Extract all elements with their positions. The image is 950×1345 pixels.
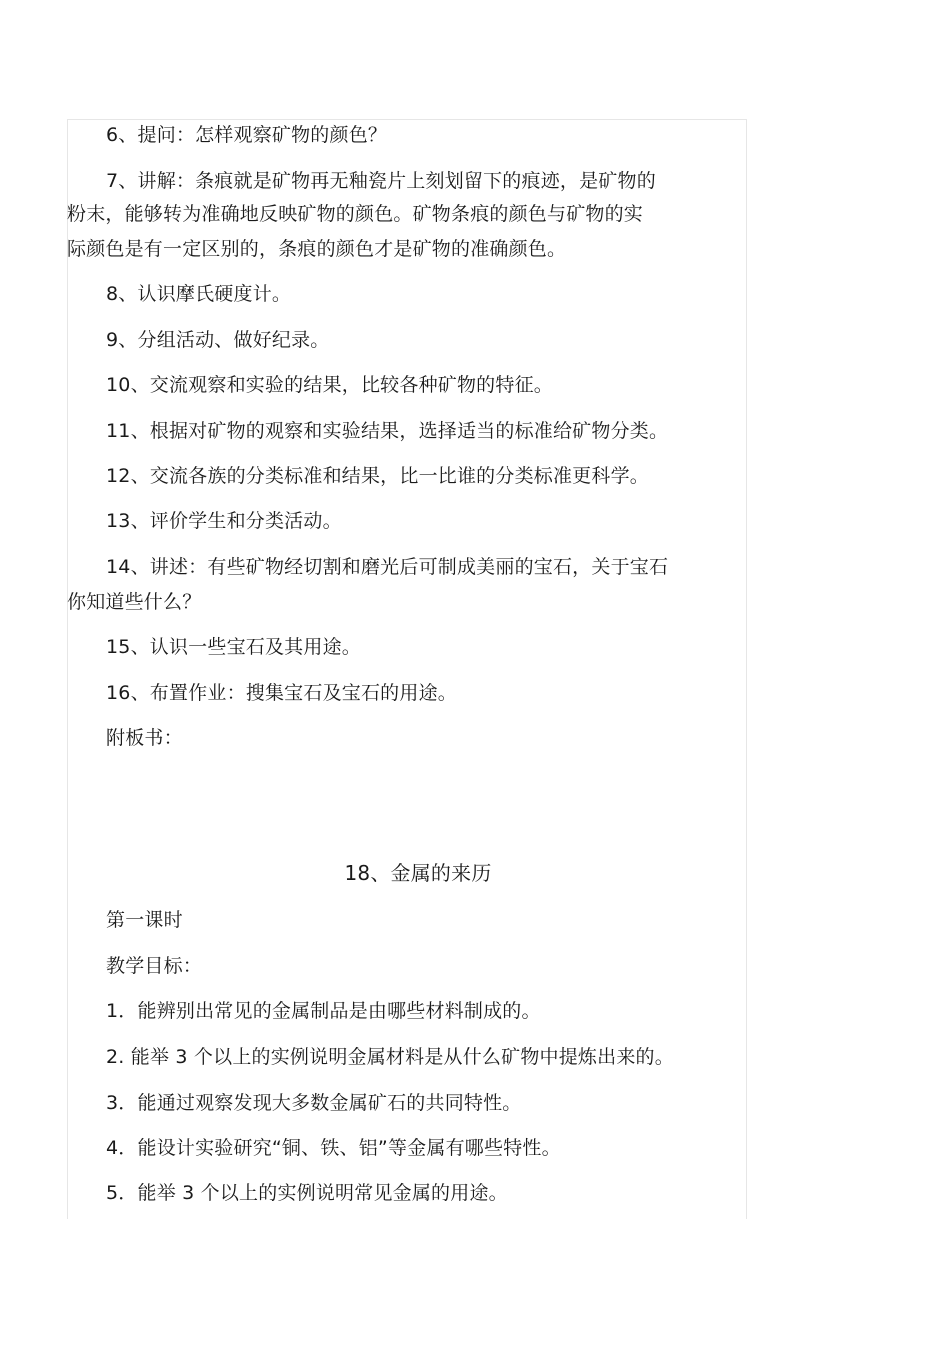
step-12: 12、交流各族的分类标准和结果，比一比谁的分类标准更科学。 (106, 465, 649, 487)
objective-2: 2. 能举 3 个以上的实例说明金属材料是从什么矿物中提炼出来的。 (106, 1046, 674, 1068)
step-7-explanation-line-3: 际颜色是有一定区别的，条痕的颜色才是矿物的准确颜色。 (67, 238, 567, 260)
step-13: 13、评价学生和分类活动。 (106, 510, 342, 532)
objective-5: 5．能举 3 个以上的实例说明常见金属的用途。 (106, 1182, 508, 1204)
step-9: 9、分组活动、做好纪录。 (106, 329, 330, 351)
objectives-heading: 教学目标： (106, 955, 203, 977)
objective-4: 4．能设计实验研究“铜、铁、铝”等金属有哪些特性。 (106, 1137, 561, 1159)
step-10: 10、交流观察和实验的结果，比较各种矿物的特征。 (106, 374, 553, 396)
lesson-title: 18、金属的来历 (344, 861, 492, 885)
step-7-explanation-line-2: 粉末，能够转为准确地反映矿物的颜色。矿物条痕的颜色与矿物的实 (67, 203, 644, 225)
step-7-explanation-line-1: 7、讲解：条痕就是矿物再无釉瓷片上刻划留下的痕迹，是矿物的 (106, 170, 656, 192)
step-14-line-1: 14、讲述：有些矿物经切割和磨光后可制成美丽的宝石，关于宝石 (106, 556, 669, 578)
lesson-period: 第一课时 (106, 909, 183, 931)
board-notes-label: 附板书： (106, 727, 183, 749)
objective-3: 3．能通过观察发现大多数金属矿石的共同特性。 (106, 1092, 522, 1114)
step-14-line-2: 你知道些什么？ (67, 591, 202, 613)
step-8: 8、认识摩氏硬度计。 (106, 283, 292, 305)
step-11: 11、根据对矿物的观察和实验结果，选择适当的标准给矿物分类。 (106, 420, 669, 442)
objective-1: 1．能辨别出常见的金属制品是由哪些材料制成的。 (106, 1000, 541, 1022)
step-6-question: 6、提问：怎样观察矿物的颜色？ (106, 124, 388, 146)
step-16: 16、布置作业：搜集宝石及宝石的用途。 (106, 682, 457, 704)
step-15: 15、认识一些宝石及其用途。 (106, 636, 361, 658)
